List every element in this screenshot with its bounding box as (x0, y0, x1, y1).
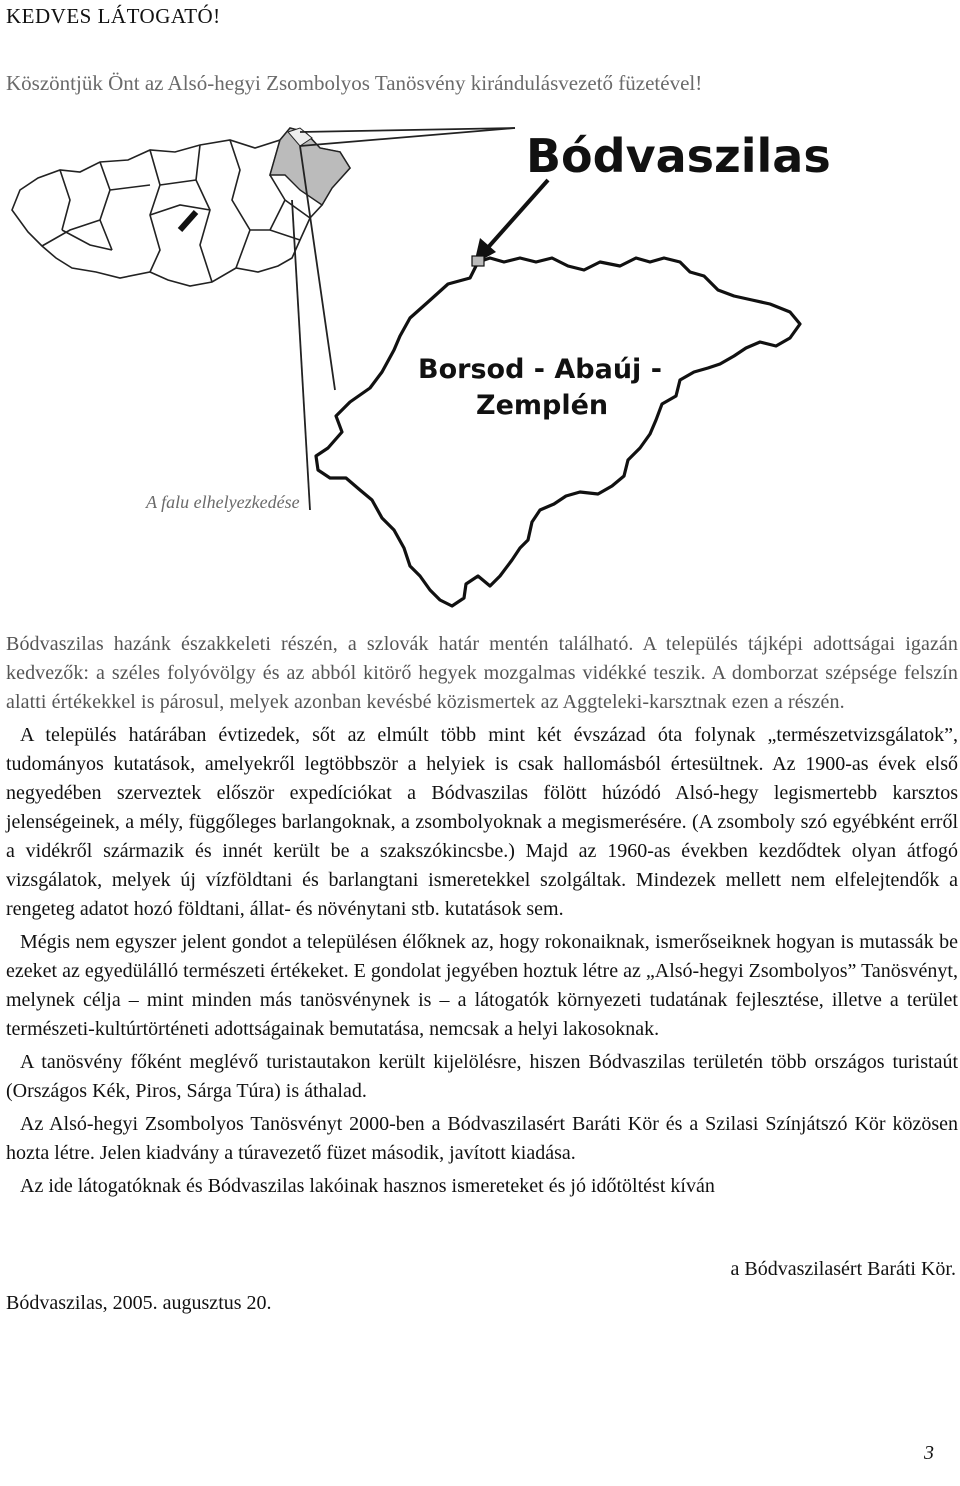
town-marker (472, 256, 484, 266)
county-label-line2: Zemplén (476, 390, 609, 421)
page-number: 3 (924, 1442, 934, 1464)
county-outline (316, 258, 800, 606)
welcome-line: Köszöntjük Önt az Alsó-hegyi Zsombolyos Tanösvény kirándulásvezető füzetével! (6, 71, 703, 95)
county-label-line1: Borsod - Abaúj - (418, 354, 662, 385)
paragraph-intro: Bódvaszilas hazánk északkeleti részén, a szlovák határ mentén található. A település tájképi adottságai igazán kedvezők: a széles folyóvölgy és az abból kitörő hegyek mozgalmas vidékké teszik. A domborzat szépsége felszín alatti értékekkel is párosul, melyek azonban kevésbé közismertek az Aggteleki-karsztnak ezen a részén. (6, 633, 958, 713)
signoff: a Bódvaszilasért Baráti Kör. (730, 1258, 956, 1280)
heading-text: KEDVES LÁTOGATÓ! (6, 4, 221, 28)
paragraph-routes: A tanösvény főként meglévő turistautakon került kijelölésre, hiszen Bódvaszilas területén több országos turistaút (Országos Kék, Piros, Sárga Túra) is áthalad. (6, 1051, 958, 1102)
map-caption: A falu elhelyezkedése (146, 492, 300, 512)
location-map (0, 0, 960, 640)
arrow-icon (474, 180, 548, 264)
dateline: Bódvaszilas, 2005. augusztus 20. (6, 1292, 272, 1314)
paragraph-research: A település határában évtizedek, sőt az elmúlt több mint két évszázad óta folynak „természetvizsgálatok”, tudományos kutatások, amelyekről legtöbbször a helyiek is csak hallomásból értesültnek. Az 1900-as évek első negyedében szerveztek először expedíciókat a Bódvaszilas fölött húzódó Alsó-hegy legismertebb karsztos jelenségeinek, a mély, függőleges barlangoknak, a zsombolyoknak a megismerésére. (A zsomboly szó egyébként erről a vidékről származik és innét került be a szakszókincsbe.) Majd az 1960-as években kezdődtek olyan átfogó vizsgálatok, melyek új vízföldtani és barlangtani ismeretekkel szolgáltak. Mindezek mellett nem elfelejtendők a rengeteg adatot hozó földtani, állat- és növénytani stb. kutatások sem. (6, 724, 958, 920)
paragraph-wishes: Az ide látogatóknak és Bódvaszilas lakóinak hasznos ismereteket és jó időtöltést kíván (20, 1175, 715, 1197)
paragraph-founders: Az Alsó-hegyi Zsombolyos Tanösvényt 2000-ben a Bódvaszilasért Baráti Kör és a Szilasi Színjátszó Kör közösen hozta létre. Jelen kiadvány a túravezető füzet második, javított kiadása. (6, 1113, 958, 1164)
paragraph-trail: Mégis nem egyszer jelent gondot a településen élőknek az, hogy rokonaiknak, ismerőseiknek hogyan is mutassák be ezeket az egyedülálló természeti értékeket. E gondolat jegyében hoztuk létre az „Alsó-hegyi Zsombolyos” Tanösvényt, melynek célja – mint minden más tanösvénynek is – a látogatók környezeti tudatának fejlesztése, illetve a terület természeti-kultúrtörténeti adottságainak bemutatása, nemcsak a helyi lakosoknak. (6, 931, 958, 1040)
body-text (6, 630, 958, 1205)
town-label: Bódvaszilas (526, 129, 831, 183)
